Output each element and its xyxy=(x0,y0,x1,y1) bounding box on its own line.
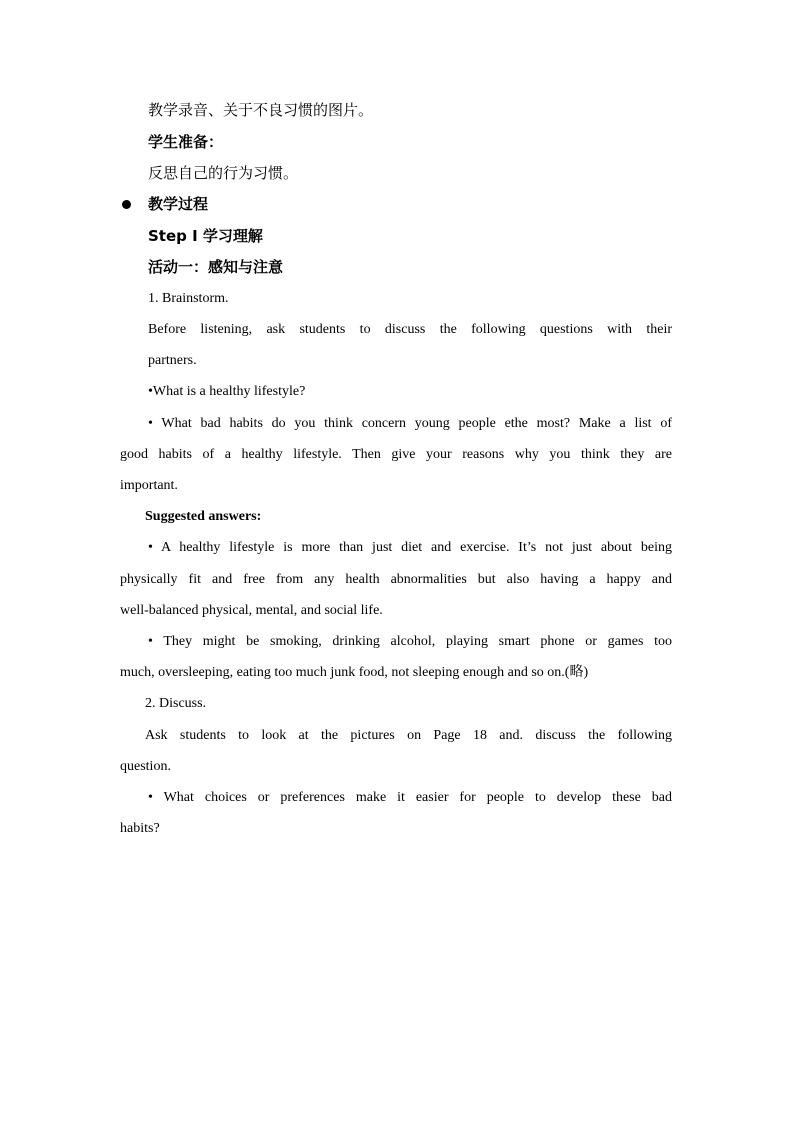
process-heading: 教学过程 xyxy=(148,195,209,213)
question-3-line1: • What choices or preferences make it easier for people to develop these bad xyxy=(148,790,672,805)
bullet-dot-icon xyxy=(122,200,131,209)
student-prep-heading: 学生准备： xyxy=(148,133,224,151)
answer-1-line2: physically fit and free from any health abnormalities but also having a happy and xyxy=(120,572,672,587)
answer-1-line1: • A healthy lifestyle is more than just diet and exercise. It’s not just about being xyxy=(148,540,672,555)
question-2-line3: important. xyxy=(120,478,178,493)
suggested-answers-heading: Suggested answers: xyxy=(145,509,262,524)
question-1: •What is a healthy lifestyle? xyxy=(148,384,306,399)
answer-1-line3: well-balanced physical, mental, and social life. xyxy=(120,603,383,618)
question-3-line2: habits? xyxy=(120,821,160,836)
item2-title: 2. Discuss. xyxy=(145,696,207,711)
answer-2-line2: much, oversleeping, eating too much junk food, not sleeping enough and so on.(略) xyxy=(120,665,589,680)
item1-title: 1. Brainstorm. xyxy=(148,291,229,306)
activity1-heading: 活动一：感知与注意 xyxy=(148,258,284,276)
item1-line2: partners. xyxy=(148,353,197,368)
student-prep-text: 反思自己的行为习惯。 xyxy=(148,164,299,182)
question-2-line1: • What bad habits do you think concern young people ethe most? Make a list of xyxy=(148,416,672,431)
item2-line2: question. xyxy=(120,759,171,774)
item1-line1: Before listening, ask students to discuss the following questions with their xyxy=(148,322,672,337)
answer-2-line1: • They might be smoking, drinking alcohol, playing smart phone or games too xyxy=(148,634,672,649)
materials-line: 教学录音、关于不良习惯的图片。 xyxy=(148,101,374,119)
question-2-line2: good habits of a healthy lifestyle. Then give your reasons why you think they are xyxy=(120,447,672,462)
item2-line1: Ask students to look at the pictures on Page 18 and. discuss the following xyxy=(145,728,672,743)
step1-heading: Step I 学习理解 xyxy=(148,227,263,245)
